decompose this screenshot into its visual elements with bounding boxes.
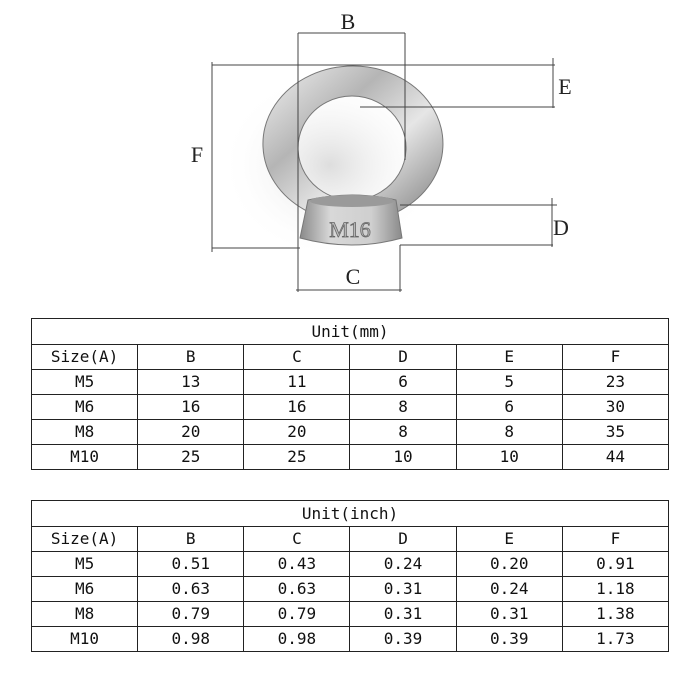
- table-cell: M6: [32, 577, 138, 602]
- table-cell: 0.63: [244, 577, 350, 602]
- column-header: Size(A): [32, 527, 138, 552]
- table-cell: 0.98: [244, 627, 350, 652]
- table-cell: 20: [138, 420, 244, 445]
- table-cell: 1.38: [562, 602, 668, 627]
- table-title-row: [32, 501, 669, 527]
- table-cell: M5: [32, 370, 138, 395]
- table-cell: M10: [32, 445, 138, 470]
- column-header: Size(A): [32, 345, 138, 370]
- table-cell: 0.63: [138, 577, 244, 602]
- dimension-label-b: B: [340, 9, 356, 34]
- table-cell: 25: [138, 445, 244, 470]
- table-cell: 16: [244, 395, 350, 420]
- table-cell: 44: [562, 445, 668, 470]
- table-row: [32, 602, 669, 627]
- table-cell: 8: [350, 420, 456, 445]
- table-row: [32, 627, 669, 652]
- table-cell: M10: [32, 627, 138, 652]
- table-cell: 0.20: [456, 552, 562, 577]
- table-cell: M8: [32, 420, 138, 445]
- table-cell: 30: [562, 395, 668, 420]
- table-cell: 10: [456, 445, 562, 470]
- column-header: B: [138, 345, 244, 370]
- table-cell: 0.39: [350, 627, 456, 652]
- table-inch: [31, 500, 669, 652]
- table-row: [32, 552, 669, 577]
- unit-title: Unit(mm): [32, 319, 669, 345]
- table-cell: 20: [244, 420, 350, 445]
- table-cell: 13: [138, 370, 244, 395]
- header-row: [32, 345, 669, 370]
- column-header: F: [562, 527, 668, 552]
- dimension-label-e: E: [558, 74, 572, 99]
- table-cell: 0.51: [138, 552, 244, 577]
- column-header: F: [562, 345, 668, 370]
- table-row: [32, 420, 669, 445]
- dimension-label-d: D: [553, 215, 569, 240]
- table-cell: 0.39: [456, 627, 562, 652]
- table-row: [32, 577, 669, 602]
- table-title-row: [32, 319, 669, 345]
- column-header: C: [244, 527, 350, 552]
- column-header: D: [350, 345, 456, 370]
- table-cell: 8: [456, 420, 562, 445]
- table-cell: 0.31: [350, 602, 456, 627]
- table-cell: 10: [350, 445, 456, 470]
- column-header: B: [138, 527, 244, 552]
- table-cell: 23: [562, 370, 668, 395]
- table-cell: M8: [32, 602, 138, 627]
- table-cell: 0.79: [138, 602, 244, 627]
- header-row: [32, 527, 669, 552]
- column-header: E: [456, 345, 562, 370]
- table-cell: M5: [32, 552, 138, 577]
- table-cell: 8: [350, 395, 456, 420]
- table-cell: 11: [244, 370, 350, 395]
- table-cell: 0.24: [350, 552, 456, 577]
- eye-nut-diagram: [0, 0, 700, 300]
- table-cell: 6: [456, 395, 562, 420]
- table-cell: 0.98: [138, 627, 244, 652]
- table-cell: 5: [456, 370, 562, 395]
- table-cell: 1.73: [562, 627, 668, 652]
- table-cell: 0.24: [456, 577, 562, 602]
- table-mm: [31, 318, 669, 470]
- column-header: D: [350, 527, 456, 552]
- dimension-label-c: C: [345, 264, 361, 289]
- table-cell: 1.18: [562, 577, 668, 602]
- column-header: E: [456, 527, 562, 552]
- table-cell: 0.79: [244, 602, 350, 627]
- table-row: [32, 445, 669, 470]
- table-cell: 0.31: [350, 577, 456, 602]
- table-cell: M6: [32, 395, 138, 420]
- unit-title: Unit(inch): [32, 501, 669, 527]
- table-row: [32, 395, 669, 420]
- table-cell: 0.43: [244, 552, 350, 577]
- table-cell: 16: [138, 395, 244, 420]
- table-row: [32, 370, 669, 395]
- table-cell: 6: [350, 370, 456, 395]
- nut-marking: M16: [329, 217, 371, 242]
- dimension-label-f: F: [190, 142, 204, 167]
- column-header: C: [244, 345, 350, 370]
- table-cell: 35: [562, 420, 668, 445]
- table-cell: 25: [244, 445, 350, 470]
- table-cell: 0.91: [562, 552, 668, 577]
- table-cell: 0.31: [456, 602, 562, 627]
